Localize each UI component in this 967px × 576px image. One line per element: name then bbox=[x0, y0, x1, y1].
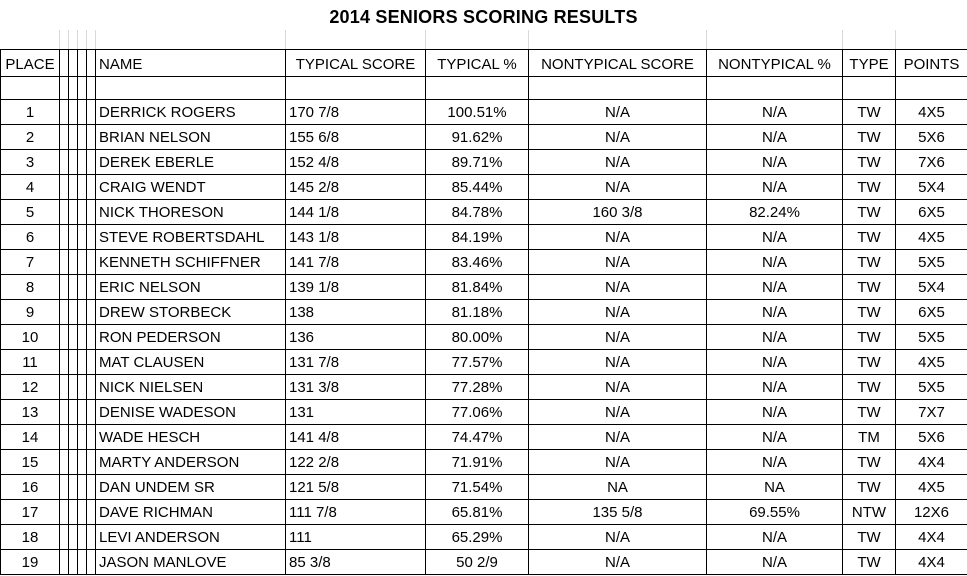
blank-cell bbox=[529, 77, 707, 100]
typical-pct-cell: 50 2/9 bbox=[426, 550, 529, 575]
nontypical-pct-cell: N/A bbox=[707, 175, 843, 200]
points-cell: 5X4 bbox=[896, 275, 967, 300]
spacer-cell bbox=[87, 225, 96, 250]
spacer-cell bbox=[60, 500, 69, 525]
points-cell: 5X6 bbox=[896, 125, 967, 150]
header-typical-pct: TYPICAL % bbox=[426, 50, 529, 77]
type-cell: TW bbox=[843, 450, 896, 475]
spacer-cell bbox=[69, 550, 78, 575]
points-cell: 6X5 bbox=[896, 300, 967, 325]
header-place: PLACE bbox=[1, 50, 60, 77]
type-cell: TW bbox=[843, 200, 896, 225]
spacer-cell bbox=[69, 200, 78, 225]
place-cell: 15 bbox=[1, 450, 60, 475]
place-cell: 4 bbox=[1, 175, 60, 200]
table-row bbox=[1, 200, 967, 225]
typical-pct-cell: 85.44% bbox=[426, 175, 529, 200]
typical-score-cell: 141 7/8 bbox=[286, 250, 426, 275]
nontypical-pct-cell: N/A bbox=[707, 100, 843, 125]
nontypical-score-cell: N/A bbox=[529, 325, 707, 350]
nontypical-pct-cell: N/A bbox=[707, 525, 843, 550]
results-table bbox=[0, 49, 967, 575]
spacer-cell bbox=[78, 525, 87, 550]
nontypical-score-cell: N/A bbox=[529, 375, 707, 400]
typical-score-cell: 152 4/8 bbox=[286, 150, 426, 175]
spacer-cell bbox=[60, 50, 69, 77]
typical-pct-cell: 74.47% bbox=[426, 425, 529, 450]
spacer-cell bbox=[60, 300, 69, 325]
spacer-cell bbox=[69, 475, 78, 500]
spacer-cell bbox=[87, 550, 96, 575]
points-cell: 5X5 bbox=[896, 250, 967, 275]
name-cell: CRAIG WENDT bbox=[96, 175, 286, 200]
typical-score-cell: 131 7/8 bbox=[286, 350, 426, 375]
typical-score-cell: 111 bbox=[286, 525, 426, 550]
points-cell: 4X5 bbox=[896, 350, 967, 375]
typical-pct-cell: 89.71% bbox=[426, 150, 529, 175]
name-cell: JASON MANLOVE bbox=[96, 550, 286, 575]
type-cell: TW bbox=[843, 300, 896, 325]
nontypical-pct-cell: 69.55% bbox=[707, 500, 843, 525]
spacer-cell bbox=[87, 200, 96, 225]
blank-cell bbox=[1, 77, 60, 100]
name-cell: WADE HESCH bbox=[96, 425, 286, 450]
spacer-cell bbox=[60, 525, 69, 550]
points-cell: 4X4 bbox=[896, 525, 967, 550]
name-cell: DAVE RICHMAN bbox=[96, 500, 286, 525]
spacer-cell bbox=[78, 175, 87, 200]
spacer-cell bbox=[87, 525, 96, 550]
nontypical-score-cell: N/A bbox=[529, 150, 707, 175]
type-cell: TW bbox=[843, 100, 896, 125]
type-cell: TW bbox=[843, 550, 896, 575]
points-cell: 4X5 bbox=[896, 225, 967, 250]
spacer-cell bbox=[69, 425, 78, 450]
spacer-cell bbox=[60, 125, 69, 150]
table-row bbox=[1, 475, 967, 500]
place-cell: 2 bbox=[1, 125, 60, 150]
blank-cell bbox=[87, 77, 96, 100]
spacer-cell bbox=[78, 275, 87, 300]
place-cell: 1 bbox=[1, 100, 60, 125]
header-nontypical-score: NONTYPICAL SCORE bbox=[529, 50, 707, 77]
place-cell: 13 bbox=[1, 400, 60, 425]
points-cell: 7X7 bbox=[896, 400, 967, 425]
spacer-cell bbox=[78, 550, 87, 575]
nontypical-pct-cell: N/A bbox=[707, 375, 843, 400]
typical-pct-cell: 77.06% bbox=[426, 400, 529, 425]
nontypical-score-cell: N/A bbox=[529, 350, 707, 375]
spacer-cell bbox=[60, 225, 69, 250]
spacer-cell bbox=[78, 50, 87, 77]
typical-score-cell: 170 7/8 bbox=[286, 100, 426, 125]
spacer-cell bbox=[78, 200, 87, 225]
table-row bbox=[1, 450, 967, 475]
typical-pct-cell: 77.57% bbox=[426, 350, 529, 375]
spacer-cell bbox=[60, 100, 69, 125]
type-cell: TW bbox=[843, 350, 896, 375]
place-cell: 6 bbox=[1, 225, 60, 250]
typical-pct-cell: 100.51% bbox=[426, 100, 529, 125]
spacer-cell bbox=[60, 475, 69, 500]
nontypical-score-cell: N/A bbox=[529, 250, 707, 275]
nontypical-pct-cell: N/A bbox=[707, 400, 843, 425]
place-cell: 16 bbox=[1, 475, 60, 500]
spacer-cell bbox=[60, 250, 69, 275]
spacer-cell bbox=[87, 250, 96, 275]
type-cell: TW bbox=[843, 225, 896, 250]
spacer-cell bbox=[78, 250, 87, 275]
typical-pct-cell: 81.18% bbox=[426, 300, 529, 325]
points-cell: 4X5 bbox=[896, 475, 967, 500]
type-cell: TW bbox=[843, 150, 896, 175]
spacer-cell bbox=[87, 325, 96, 350]
spacer-cell bbox=[78, 300, 87, 325]
spacer-cell bbox=[60, 325, 69, 350]
spacer-cell bbox=[78, 225, 87, 250]
spacer-cell bbox=[78, 450, 87, 475]
spacer-cell bbox=[69, 500, 78, 525]
spacer-cell bbox=[69, 175, 78, 200]
nontypical-pct-cell: N/A bbox=[707, 325, 843, 350]
typical-score-cell: 143 1/8 bbox=[286, 225, 426, 250]
spacer-cell bbox=[78, 350, 87, 375]
name-cell: KENNETH SCHIFFNER bbox=[96, 250, 286, 275]
spacer-cell bbox=[87, 50, 96, 77]
table-row bbox=[1, 275, 967, 300]
points-cell: 4X4 bbox=[896, 450, 967, 475]
table-row bbox=[1, 150, 967, 175]
spacer-cell bbox=[87, 100, 96, 125]
place-cell: 18 bbox=[1, 525, 60, 550]
nontypical-pct-cell: 82.24% bbox=[707, 200, 843, 225]
place-cell: 14 bbox=[1, 425, 60, 450]
table-row bbox=[1, 225, 967, 250]
points-cell: 5X5 bbox=[896, 325, 967, 350]
typical-score-cell: 141 4/8 bbox=[286, 425, 426, 450]
spacer-cell bbox=[78, 475, 87, 500]
type-cell: TW bbox=[843, 400, 896, 425]
spacer-cell bbox=[78, 425, 87, 450]
spacer-cell bbox=[69, 525, 78, 550]
typical-score-cell: 121 5/8 bbox=[286, 475, 426, 500]
table-row bbox=[1, 550, 967, 575]
sheet-title: 2014 SENIORS SCORING RESULTS bbox=[329, 7, 638, 27]
typical-pct-cell: 65.81% bbox=[426, 500, 529, 525]
blank-cell bbox=[707, 77, 843, 100]
spacer-cell bbox=[60, 275, 69, 300]
spacer-cell bbox=[69, 250, 78, 275]
header-points: POINTS bbox=[896, 50, 967, 77]
nontypical-score-cell: N/A bbox=[529, 525, 707, 550]
type-cell: NTW bbox=[843, 500, 896, 525]
spacer-cell bbox=[87, 375, 96, 400]
spacer-cell bbox=[87, 300, 96, 325]
points-cell: 12X6 bbox=[896, 500, 967, 525]
typical-score-cell: 122 2/8 bbox=[286, 450, 426, 475]
spacer-cell bbox=[87, 150, 96, 175]
place-cell: 5 bbox=[1, 200, 60, 225]
table-row bbox=[1, 525, 967, 550]
typical-score-cell: 145 2/8 bbox=[286, 175, 426, 200]
spacer-cell bbox=[60, 350, 69, 375]
place-cell: 12 bbox=[1, 375, 60, 400]
type-cell: TW bbox=[843, 250, 896, 275]
name-cell: DREW STORBECK bbox=[96, 300, 286, 325]
blank-row bbox=[1, 77, 967, 100]
spacer-cell bbox=[78, 400, 87, 425]
spacer-cell bbox=[87, 425, 96, 450]
name-cell: MAT CLAUSEN bbox=[96, 350, 286, 375]
name-cell: RON PEDERSON bbox=[96, 325, 286, 350]
nontypical-pct-cell: N/A bbox=[707, 250, 843, 275]
nontypical-pct-cell: N/A bbox=[707, 425, 843, 450]
typical-score-cell: 111 7/8 bbox=[286, 500, 426, 525]
spacer-cell bbox=[69, 300, 78, 325]
table-row bbox=[1, 325, 967, 350]
typical-pct-cell: 71.91% bbox=[426, 450, 529, 475]
typical-score-cell: 138 bbox=[286, 300, 426, 325]
typical-pct-cell: 84.78% bbox=[426, 200, 529, 225]
spacer-cell bbox=[87, 275, 96, 300]
spacer-cell bbox=[78, 500, 87, 525]
header-typical-score: TYPICAL SCORE bbox=[286, 50, 426, 77]
spacer-cell bbox=[60, 400, 69, 425]
blank-cell bbox=[286, 77, 426, 100]
name-cell: LEVI ANDERSON bbox=[96, 525, 286, 550]
table-row bbox=[1, 425, 967, 450]
header-row bbox=[1, 50, 967, 77]
name-cell: DAN UNDEM SR bbox=[96, 475, 286, 500]
spacer-cell bbox=[69, 450, 78, 475]
spacer-cell bbox=[60, 150, 69, 175]
table-row bbox=[1, 125, 967, 150]
spacer-cell bbox=[69, 100, 78, 125]
spacer-cell bbox=[69, 275, 78, 300]
place-cell: 11 bbox=[1, 350, 60, 375]
nontypical-score-cell: N/A bbox=[529, 275, 707, 300]
typical-score-cell: 85 3/8 bbox=[286, 550, 426, 575]
spacer-cell bbox=[69, 125, 78, 150]
points-cell: 6X5 bbox=[896, 200, 967, 225]
typical-pct-cell: 71.54% bbox=[426, 475, 529, 500]
typical-pct-cell: 80.00% bbox=[426, 325, 529, 350]
spacer-cell bbox=[60, 425, 69, 450]
place-cell: 8 bbox=[1, 275, 60, 300]
typical-score-cell: 136 bbox=[286, 325, 426, 350]
typical-pct-cell: 65.29% bbox=[426, 525, 529, 550]
typical-score-cell: 131 3/8 bbox=[286, 375, 426, 400]
typical-score-cell: 144 1/8 bbox=[286, 200, 426, 225]
typical-pct-cell: 77.28% bbox=[426, 375, 529, 400]
place-cell: 3 bbox=[1, 150, 60, 175]
typical-score-cell: 139 1/8 bbox=[286, 275, 426, 300]
type-cell: TW bbox=[843, 375, 896, 400]
table-row bbox=[1, 400, 967, 425]
typical-pct-cell: 91.62% bbox=[426, 125, 529, 150]
spacer-cell bbox=[69, 350, 78, 375]
table-row bbox=[1, 250, 967, 275]
points-cell: 4X5 bbox=[896, 100, 967, 125]
name-cell: DEREK EBERLE bbox=[96, 150, 286, 175]
nontypical-pct-cell: N/A bbox=[707, 300, 843, 325]
points-cell: 7X6 bbox=[896, 150, 967, 175]
spacer-cell bbox=[78, 125, 87, 150]
nontypical-pct-cell: N/A bbox=[707, 275, 843, 300]
spacer-cell bbox=[78, 325, 87, 350]
spacer-cell bbox=[78, 375, 87, 400]
nontypical-score-cell: N/A bbox=[529, 425, 707, 450]
header-nontypical-pct: NONTYPICAL % bbox=[707, 50, 843, 77]
name-cell: DERRICK ROGERS bbox=[96, 100, 286, 125]
points-cell: 5X6 bbox=[896, 425, 967, 450]
blank-cell bbox=[96, 77, 286, 100]
header-type: TYPE bbox=[843, 50, 896, 77]
points-cell: 5X5 bbox=[896, 375, 967, 400]
points-cell: 5X4 bbox=[896, 175, 967, 200]
type-cell: TW bbox=[843, 175, 896, 200]
spacer-cell bbox=[60, 375, 69, 400]
place-cell: 17 bbox=[1, 500, 60, 525]
spacer-cell bbox=[78, 150, 87, 175]
name-cell: BRIAN NELSON bbox=[96, 125, 286, 150]
nontypical-score-cell: N/A bbox=[529, 550, 707, 575]
spacer-cell bbox=[69, 375, 78, 400]
typical-pct-cell: 81.84% bbox=[426, 275, 529, 300]
table-row bbox=[1, 500, 967, 525]
place-cell: 7 bbox=[1, 250, 60, 275]
header-name: NAME bbox=[96, 50, 286, 77]
nontypical-score-cell: N/A bbox=[529, 400, 707, 425]
nontypical-pct-cell: N/A bbox=[707, 125, 843, 150]
spacer-cell bbox=[87, 350, 96, 375]
nontypical-score-cell: N/A bbox=[529, 100, 707, 125]
nontypical-score-cell: N/A bbox=[529, 300, 707, 325]
nontypical-pct-cell: N/A bbox=[707, 550, 843, 575]
nontypical-score-cell: N/A bbox=[529, 125, 707, 150]
type-cell: TM bbox=[843, 425, 896, 450]
place-cell: 10 bbox=[1, 325, 60, 350]
nontypical-pct-cell: NA bbox=[707, 475, 843, 500]
nontypical-score-cell: 160 3/8 bbox=[529, 200, 707, 225]
spacer-cell bbox=[78, 100, 87, 125]
type-cell: TW bbox=[843, 475, 896, 500]
spacer-cell bbox=[69, 325, 78, 350]
table-row bbox=[1, 300, 967, 325]
place-cell: 9 bbox=[1, 300, 60, 325]
nontypical-score-cell: 135 5/8 bbox=[529, 500, 707, 525]
spacer-cell bbox=[69, 400, 78, 425]
name-cell: DENISE WADESON bbox=[96, 400, 286, 425]
spacer-cell bbox=[60, 550, 69, 575]
blank-cell bbox=[60, 77, 69, 100]
spacer-cell bbox=[60, 175, 69, 200]
blank-cell bbox=[78, 77, 87, 100]
name-cell: ERIC NELSON bbox=[96, 275, 286, 300]
points-cell: 4X4 bbox=[896, 550, 967, 575]
nontypical-score-cell: NA bbox=[529, 475, 707, 500]
table-row bbox=[1, 175, 967, 200]
spacer-cell bbox=[87, 450, 96, 475]
nontypical-score-cell: N/A bbox=[529, 225, 707, 250]
spacer-cell bbox=[87, 125, 96, 150]
name-cell: MARTY ANDERSON bbox=[96, 450, 286, 475]
spacer-cell bbox=[69, 225, 78, 250]
name-cell: STEVE ROBERTSDAHL bbox=[96, 225, 286, 250]
table-row bbox=[1, 100, 967, 125]
nontypical-pct-cell: N/A bbox=[707, 450, 843, 475]
typical-score-cell: 155 6/8 bbox=[286, 125, 426, 150]
blank-cell bbox=[843, 77, 896, 100]
blank-cell bbox=[426, 77, 529, 100]
place-cell: 19 bbox=[1, 550, 60, 575]
typical-pct-cell: 83.46% bbox=[426, 250, 529, 275]
spacer-cell bbox=[87, 175, 96, 200]
type-cell: TW bbox=[843, 325, 896, 350]
top-gridlines bbox=[0, 30, 967, 50]
spacer-cell bbox=[87, 500, 96, 525]
name-cell: NICK THORESON bbox=[96, 200, 286, 225]
blank-cell bbox=[69, 77, 78, 100]
nontypical-pct-cell: N/A bbox=[707, 350, 843, 375]
typical-score-cell: 131 bbox=[286, 400, 426, 425]
spacer-cell bbox=[87, 400, 96, 425]
nontypical-pct-cell: N/A bbox=[707, 150, 843, 175]
spacer-cell bbox=[69, 50, 78, 77]
type-cell: TW bbox=[843, 275, 896, 300]
spacer-cell bbox=[60, 450, 69, 475]
type-cell: TW bbox=[843, 125, 896, 150]
nontypical-pct-cell: N/A bbox=[707, 225, 843, 250]
table-row bbox=[1, 350, 967, 375]
nontypical-score-cell: N/A bbox=[529, 175, 707, 200]
blank-cell bbox=[896, 77, 967, 100]
spacer-cell bbox=[60, 200, 69, 225]
typical-pct-cell: 84.19% bbox=[426, 225, 529, 250]
table-row bbox=[1, 375, 967, 400]
nontypical-score-cell: N/A bbox=[529, 450, 707, 475]
type-cell: TW bbox=[843, 525, 896, 550]
spacer-cell bbox=[69, 150, 78, 175]
name-cell: NICK NIELSEN bbox=[96, 375, 286, 400]
spacer-cell bbox=[87, 475, 96, 500]
